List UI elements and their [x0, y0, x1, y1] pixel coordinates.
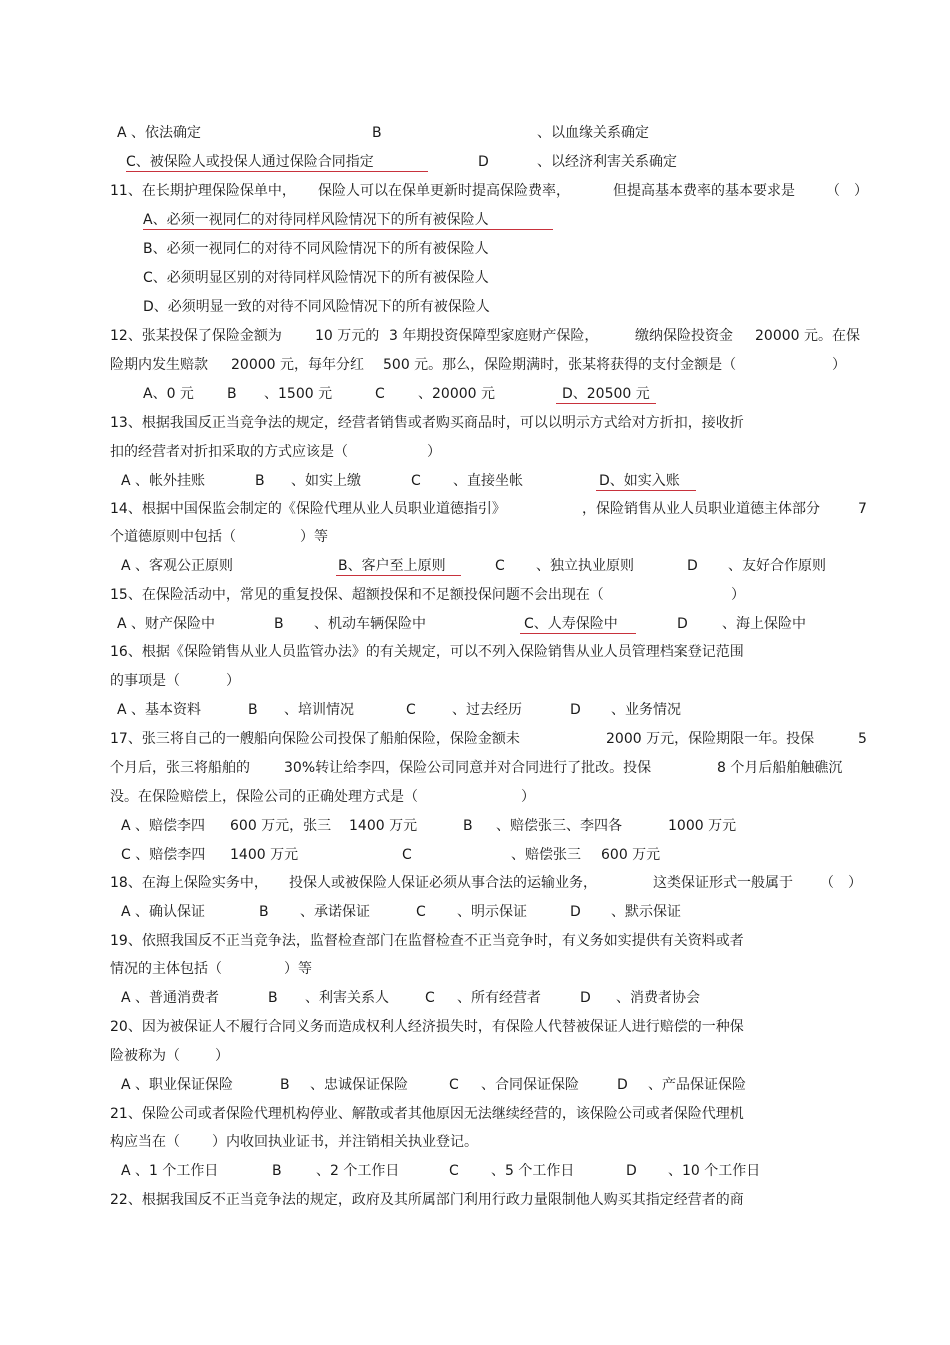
- q16-option-c-letter: C: [406, 702, 416, 718]
- q21-option-c-letter: C: [449, 1163, 459, 1179]
- q20-option-c: 、合同保证保险: [481, 1077, 579, 1093]
- q10-option-b: 、以血缘关系确定: [537, 125, 649, 141]
- q11-option-d: D、必须明显一致的对待不同风险情况下的所有被保险人: [143, 299, 490, 315]
- q13-option-a: A 、帐外挂账: [121, 473, 206, 489]
- q15-option-b: 、机动车辆保险中: [314, 616, 426, 632]
- q19-stem-2: 情况的主体包括（: [110, 961, 222, 977]
- q19-option-c-letter: C: [425, 990, 435, 1006]
- q15-option-d-letter: D: [677, 616, 688, 632]
- q11-option-b: B、必须一视同仁的对待不同风险情况下的所有被保险人: [143, 241, 489, 257]
- q10-option-b-letter: B: [372, 125, 382, 141]
- q15-option-b-letter: B: [274, 616, 284, 632]
- q18-option-a: A 、确认保证: [121, 904, 206, 920]
- answer-underline: [143, 229, 553, 230]
- q16-option-a: A 、基本资料: [117, 702, 202, 718]
- q21-option-d: 、10 个工作日: [668, 1163, 761, 1179]
- q19-option-d-letter: D: [580, 990, 591, 1006]
- answer-underline: [336, 575, 461, 576]
- q10-option-c: C、被保险人或投保人通过保险合同指定: [126, 154, 374, 170]
- q17-stem-5: 30%转让给李四，保险公司同意并对合同进行了批改。投保: [284, 760, 652, 776]
- q17-option-b-letter: B: [463, 818, 473, 834]
- q18-stem-3: 这类保证形式一般属于: [653, 875, 793, 891]
- q20-option-b-letter: B: [280, 1077, 290, 1093]
- q14-stem-2: ，保险销售从业人员职业道德主体部分: [582, 501, 820, 517]
- q16-option-b: 、培训情况: [284, 702, 354, 718]
- q18-option-c: 、明示保证: [457, 904, 527, 920]
- q13-option-d: D、如实入账: [599, 473, 680, 489]
- q12-stem-1: 12、张某投保了保险金额为: [110, 328, 282, 344]
- q11-stem-3: 但提高基本费率的基本要求是: [613, 183, 795, 199]
- q17-option-c: C 、赔偿李四: [121, 847, 206, 863]
- q11-option-c: C、必须明显区别的对待同样风险情况下的所有被保险人: [143, 270, 489, 286]
- q20-option-c-letter: C: [449, 1077, 459, 1093]
- q20-option-d: 、产品保证保险: [648, 1077, 746, 1093]
- q17-stem-2: 2000 万元，保险期限一年。投保: [606, 731, 815, 747]
- q20-option-a: A 、职业保证保险: [121, 1077, 234, 1093]
- q17-option-b-2: 1000 万元: [668, 818, 737, 834]
- q17-option-a: A 、赔偿李四: [121, 818, 206, 834]
- q16-option-d: 、业务情况: [611, 702, 681, 718]
- q12-stem-4: 缴纳保险投资金: [635, 328, 733, 344]
- q15-stem-1: 15、在保险活动中，常见的重复投保、超额投保和不足额投保问题不会出现在（: [110, 587, 604, 603]
- q17-option-d-2: 600 万元: [601, 847, 661, 863]
- q15-option-a: A 、财产保险中: [117, 616, 216, 632]
- answer-underline: [556, 403, 656, 404]
- q17-stem-8: ）: [521, 789, 535, 805]
- answer-underline: [596, 490, 696, 491]
- q16-option-c: 、过去经历: [452, 702, 522, 718]
- q13-option-b: 、如实上缴: [291, 473, 361, 489]
- q21-stem-3: ）内收回执业证书，并注销相关执业登记。: [212, 1134, 478, 1150]
- q12-stem-3: 3 年期投资保障型家庭财产保险，: [389, 328, 599, 344]
- q12-option-c: 、20000 元: [418, 386, 495, 402]
- q20-stem-3: ）: [215, 1048, 229, 1064]
- q13-option-c-letter: C: [411, 473, 421, 489]
- q21-stem-1: 21、保险公司或者保险代理机构停业、解散或者其他原因无法继续经营的，该保险公司或者保险代理机: [110, 1106, 744, 1122]
- q16-stem-3: ）: [226, 673, 240, 689]
- q14-option-c: 、独立执业原则: [536, 558, 634, 574]
- q12-stem-6: 险期内发生赔款: [110, 357, 208, 373]
- q17-stem-4: 个月后，张三将船舶的: [110, 760, 250, 776]
- q17-stem-7: 没。在保险赔偿上，保险公司的正确处理方式是（: [110, 789, 418, 805]
- q22-stem-1: 22、根据我国反不正当竞争法的规定，政府及其所属部门利用行政力量限制他人购买其指定经营者的商: [110, 1192, 744, 1208]
- answer-underline: [520, 633, 636, 634]
- q15-stem-2: ）: [731, 587, 745, 603]
- q17-option-a-2: 600 万元，张三: [230, 818, 332, 834]
- q12-option-b-letter: B: [227, 386, 237, 402]
- q17-option-d-letter: C: [402, 847, 412, 863]
- q18-option-d-letter: D: [570, 904, 581, 920]
- q21-option-c: 、5 个工作日: [491, 1163, 575, 1179]
- q17-stem-6: 8 个月后船舶触礁沉: [717, 760, 843, 776]
- q19-option-c: 、所有经营者: [457, 990, 541, 1006]
- q19-stem-3: ）等: [284, 961, 312, 977]
- q19-option-b-letter: B: [268, 990, 278, 1006]
- q21-option-b-letter: B: [272, 1163, 282, 1179]
- q12-option-b: 、1500 元: [264, 386, 333, 402]
- q13-stem-3: ）: [427, 444, 441, 460]
- q19-option-a: A 、普通消费者: [121, 990, 220, 1006]
- q17-stem-3: 5: [858, 731, 867, 747]
- q12-option-a: A、0 元: [143, 386, 194, 402]
- q11-answer-paren: （ ）: [826, 183, 868, 199]
- q14-option-d-letter: D: [687, 558, 698, 574]
- q14-stem-4: 个道德原则中包括（: [110, 529, 236, 545]
- q14-option-a: A 、客观公正原则: [121, 558, 234, 574]
- q17-option-b: 、赔偿张三、李四各: [496, 818, 622, 834]
- q13-stem-1: 13、根据我国反正当竞争法的规定，经营者销售或者购买商品时，可以以明示方式给对方折扣，接收折: [110, 415, 744, 431]
- q14-stem-1: 14、根据中国保监会制定的《保险代理从业人员职业道德指引》: [110, 501, 506, 517]
- answer-underline: [126, 171, 428, 172]
- q10-option-d-letter: D: [478, 154, 489, 170]
- q21-option-b: 、2 个工作日: [316, 1163, 400, 1179]
- q14-stem-3: 7: [858, 501, 867, 517]
- q20-stem-1: 20、因为被保证人不履行合同义务而造成权利人经济损失时，有保险人代替被保证人进行赔偿的一种保: [110, 1019, 744, 1035]
- q12-stem-8: 500 元。那么，保险期满时，张某将获得的支付金额是（: [383, 357, 737, 373]
- q15-option-c: C、人寿保险中: [524, 616, 618, 632]
- q14-option-b: B、客户至上原则: [338, 558, 446, 574]
- q18-option-b: 、承诺保证: [300, 904, 370, 920]
- q18-option-d: 、默示保证: [611, 904, 681, 920]
- q16-option-b-letter: B: [248, 702, 258, 718]
- q10-option-d: 、以经济利害关系确定: [537, 154, 677, 170]
- q18-stem-2: 投保人或被保险人保证必须从事合法的运输业务，: [289, 875, 597, 891]
- q13-stem-2: 扣的经营者对折扣采取的方式应该是（: [110, 444, 348, 460]
- q15-option-d: 、海上保险中: [722, 616, 806, 632]
- q21-option-a: A 、1 个工作日: [121, 1163, 219, 1179]
- q12-option-d: D、20500 元: [562, 386, 650, 402]
- q16-option-d-letter: D: [570, 702, 581, 718]
- q17-stem-1: 17、张三将自己的一艘船向保险公司投保了船舶保险，保险金额未: [110, 731, 520, 747]
- q18-option-b-letter: B: [259, 904, 269, 920]
- q11-stem-2: 保险人可以在保单更新时提高保险费率，: [318, 183, 570, 199]
- q17-option-c-2: 1400 万元: [230, 847, 299, 863]
- q18-answer-paren: （ ）: [820, 875, 862, 891]
- q12-stem-5: 20000 元。在保: [755, 328, 860, 344]
- q10-option-a: A 、依法确定: [117, 125, 202, 141]
- q19-stem-1: 19、依照我国反不正当竞争法，监督检查部门在监督检查不正当竞争时，有义务如实提供有关资料或者: [110, 933, 744, 949]
- q12-option-c-letter: C: [375, 386, 385, 402]
- q19-option-d: 、消费者协会: [616, 990, 700, 1006]
- q16-stem-1: 16、根据《保险销售从业人员监管办法》的有关规定，可以不列入保险销售从业人员管理档案登记范围: [110, 644, 744, 660]
- q14-option-d: 、友好合作原则: [728, 558, 826, 574]
- q11-stem-1: 11、在长期护理保险保单中，: [110, 183, 296, 199]
- q14-option-c-letter: C: [495, 558, 505, 574]
- q14-stem-5: ）等: [300, 529, 328, 545]
- q12-stem-7: 20000 元，每年分红: [231, 357, 364, 373]
- q20-stem-2: 险被称为（: [110, 1048, 180, 1064]
- q16-stem-2: 的事项是（: [110, 673, 180, 689]
- q17-option-d: 、赔偿张三: [511, 847, 581, 863]
- q12-stem-2: 10 万元的: [315, 328, 380, 344]
- q18-stem-1: 18、在海上保险实务中，: [110, 875, 268, 891]
- q13-option-b-letter: B: [255, 473, 265, 489]
- q21-stem-2: 构应当在（: [110, 1134, 180, 1150]
- q11-option-a: A、必须一视同仁的对待同样风险情况下的所有被保险人: [143, 212, 489, 228]
- q13-option-c: 、直接坐帐: [453, 473, 523, 489]
- q21-option-d-letter: D: [626, 1163, 637, 1179]
- q18-option-c-letter: C: [416, 904, 426, 920]
- q17-option-a-3: 1400 万元: [349, 818, 418, 834]
- q12-stem-9: ）: [832, 357, 846, 373]
- q20-option-d-letter: D: [617, 1077, 628, 1093]
- q19-option-b: 、利害关系人: [305, 990, 389, 1006]
- q20-option-b: 、忠诚保证保险: [310, 1077, 408, 1093]
